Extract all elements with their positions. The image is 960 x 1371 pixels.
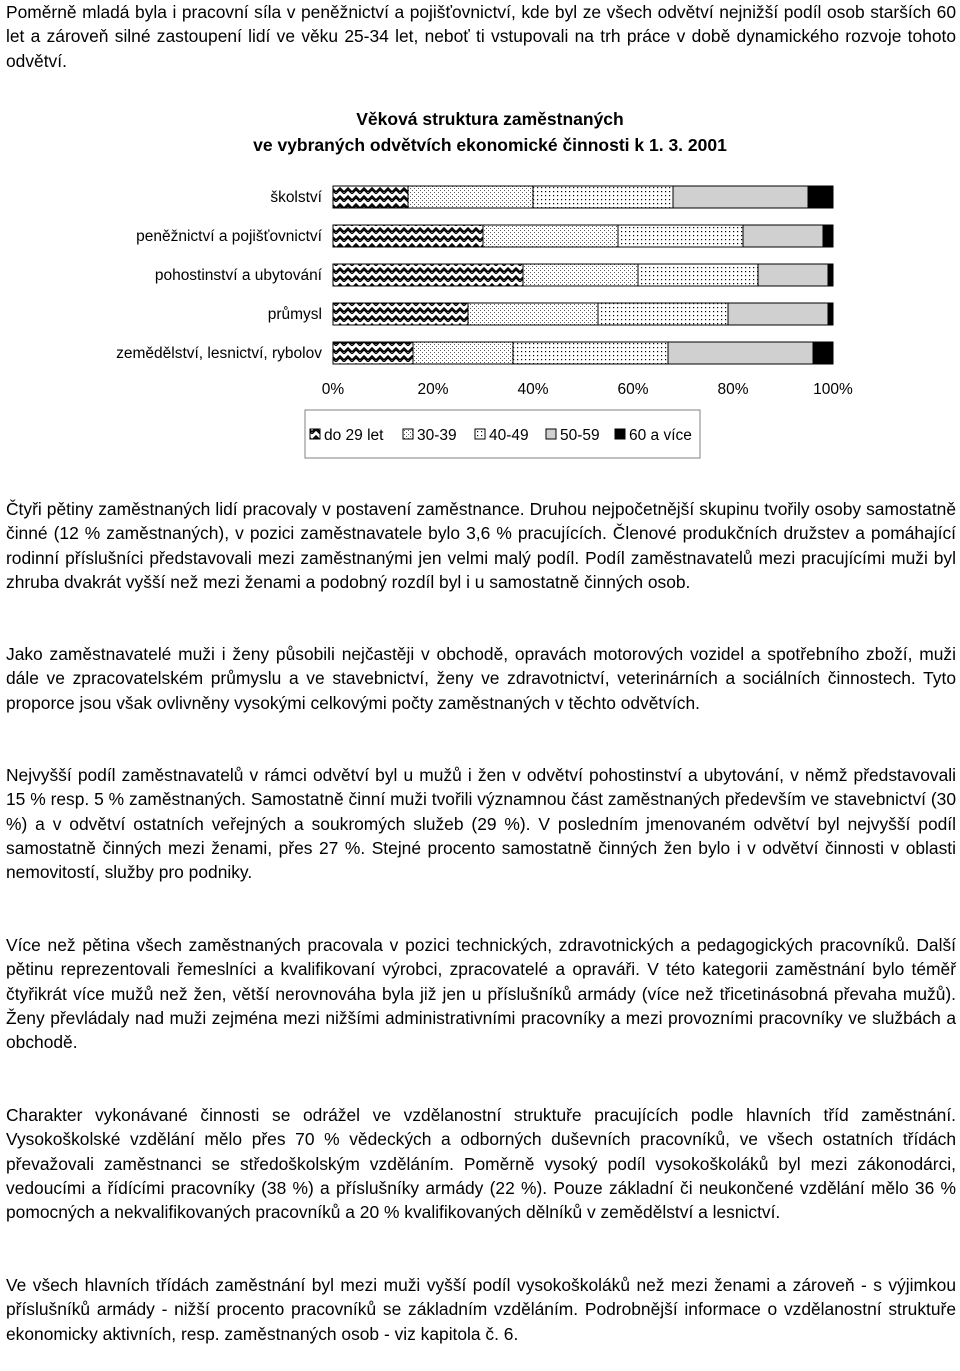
bar-pohostinstvi-a-ubytovani-40-49 [638, 264, 758, 286]
bar-pohostinstvi-a-ubytovani-50-59 [758, 264, 828, 286]
bar-skolstvi-50-59 [673, 186, 808, 208]
bar-peneznictvi-a-pojistovnictvi-30-39 [483, 225, 618, 247]
x-tick-label: 0% [321, 381, 345, 398]
bar-zemedelstvi-lesnictvi-rybolov-50-59 [668, 342, 813, 364]
x-tick-label: 40% [517, 381, 549, 398]
paragraph-4: Více než pětina všech zaměstnaných pracovala v pozici technických, zdravotnických a pedagogických pracovníků. Další pětinu reprezentovali řemeslníci a kvalifikovaní výrobci, zpracovatelé a opraváři. V této kategorii zaměstnání bylo téměř čtyřikrát více mužů než žen, větší nerovnováha byla již jen u příslušníků armády (více než třicetinásobná převaha mužů). Ženy převládaly nad muži zejména mezi nižšími administrativními pracovníky a mezi provozními pracovníky ve službách a obchodě. [6, 935, 956, 1053]
bar-peneznictvi-a-pojistovnictvi-do-29-let [333, 225, 483, 247]
bar-zemedelstvi-lesnictvi-rybolov-do-29-let [333, 342, 413, 364]
bar-skolstvi-do-29-let [333, 186, 408, 208]
paragraph-1: Čtyři pětiny zaměstnaných lidí pracovaly v postavení zaměstnance. Druhou nejpočetnější skupinu tvořily osoby samostatně činné (12 % zaměstnaných), v pozici zaměstnavatele bylo 3,6 % pracujících. Členové produkčních družstev a pomáhající rodinní příslušníci představovali mezi zaměstnanými jen velmi malý podíl. Podíl zaměstnavatelů mezi pracujícími muži byl zhruba dvakrát vyšší než mezi ženami a podobný rozdíl byl i u samostatně činných osob. [6, 499, 956, 592]
x-tick-label: 100% [813, 381, 853, 398]
x-tick-label: 80% [717, 381, 749, 398]
bar-zemedelstvi-lesnictvi-rybolov-60-a-vice [813, 342, 833, 364]
chart-title-line2: ve vybraných odvětvích ekonomické činnosti k 1. 3. 2001 [253, 135, 727, 155]
legend-swatch-60-a-vice [615, 429, 625, 439]
paragraph-5: Charakter vykonávané činnosti se odrážel ve vzdělanostní struktuře pracujících podle hlavních tříd zaměstnání. Vysokoškolské vzdělání mělo přes 70 % vědeckých a odborných duševních pracovníků, ve všech ostatních třídách převažovali zaměstnanci se středoškolským vzděláním. Poměrně vysoký podíl vysokoškoláků byl mezi zákonodárci, vedoucími a řídícími pracovníky (38 %) a příslušníky armády (22 %). Pouze základní či neukončené vzdělání mělo 36 % pomocných a nekvalifikovaných pracovníků a 20 % kvalifikovaných dělníků v zemědělství a lesnictví. [6, 1105, 956, 1223]
legend-label-40-49: 40-49 [489, 427, 529, 444]
bar-pohostinstvi-a-ubytovani-do-29-let [333, 264, 523, 286]
paragraph-6: Ve všech hlavních třídách zaměstnání byl mezi muži vyšší podíl vysokoškoláků než mezi ženami a zároveň - s výjimkou příslušníků armády - nižší procento pracovníků se základním vzděláním. Podrobnější informace o vzdělanostní struktuře ekonomicky aktivních, resp. zaměstnaných osob - viz kapitola č. 6. [6, 1275, 956, 1344]
bar-skolstvi-40-49 [533, 186, 673, 208]
bar-zemedelstvi-lesnictvi-rybolov-30-39 [413, 342, 513, 364]
paragraph-2: Jako zaměstnavatelé muži i ženy působili nejčastěji v obchodě, opravách motorových vozidel a spotřebního zboží, muži dále ve zpracovatelském průmyslu a ve stavebnictví, ženy ve zdravotnictví, veterinárních a sociálních činnostech. Tyto proporce jsou však ovlivněny vysokými celkovými počty zaměstnaných v těchto odvětvích. [6, 644, 956, 713]
bar-peneznictvi-a-pojistovnictvi-60-a-vice [823, 225, 833, 247]
bar-peneznictvi-a-pojistovnictvi-50-59 [743, 225, 823, 247]
category-label-pohostinstvi-a-ubytovani: pohostinství a ubytování [154, 267, 322, 284]
legend-label-60-a-vice: 60 a více [629, 427, 692, 444]
category-label-peneznictvi-a-pojistovnictvi: peněžnictví a pojišťovnictví [136, 228, 322, 245]
chart-title-line1: Věková struktura zaměstnaných [356, 109, 624, 129]
legend-swatch-50-59 [546, 429, 556, 439]
legend-label-30-39: 30-39 [417, 427, 457, 444]
intro-paragraph: Poměrně mladá byla i pracovní síla v peněžnictví a pojišťovnictví, kde byl ze všech odvětví nejnižší podíl osob starších 60 let a zároveň silné zastoupení lidí ve věku 25-34 let, neboť ti vstupovali na trh práce v době dynamického rozvoje tohoto odvětví. [6, 2, 956, 71]
bar-skolstvi-30-39 [408, 186, 533, 208]
bar-prumysl-50-59 [728, 303, 828, 325]
legend-label-50-59: 50-59 [560, 427, 600, 444]
category-label-prumysl: průmysl [267, 306, 322, 323]
bar-pohostinstvi-a-ubytovani-60-a-vice [828, 264, 833, 286]
bar-prumysl-40-49 [598, 303, 728, 325]
bar-prumysl-do-29-let [333, 303, 468, 325]
category-label-skolstvi: školství [270, 189, 322, 206]
bar-chart [0, 170, 960, 470]
x-tick-label: 20% [417, 381, 449, 398]
bar-prumysl-30-39 [468, 303, 598, 325]
legend-label-do-29-let: do 29 let [324, 427, 384, 444]
legend-swatch-do-29-let [310, 429, 320, 439]
legend-swatch-40-49 [475, 429, 485, 439]
bar-skolstvi-60-a-vice [808, 186, 833, 208]
category-label-zemedelstvi-lesnictvi-rybolov: zemědělství, lesnictví, rybolov [116, 345, 322, 362]
bar-peneznictvi-a-pojistovnictvi-40-49 [618, 225, 743, 247]
x-tick-label: 60% [617, 381, 649, 398]
legend-swatch-30-39 [403, 429, 413, 439]
bar-zemedelstvi-lesnictvi-rybolov-40-49 [513, 342, 668, 364]
paragraph-3: Nejvyšší podíl zaměstnavatelů v rámci odvětví byl u mužů i žen v odvětví pohostinství a ubytování, v němž představovali 15 % resp. 5 % zaměstnaných. Samostatně činní muži tvořili významnou část zaměstnaných především ve stavebnictví (30 %) a v odvětví ostatních veřejných a soukromých služeb (29 %). V posledním jmenovaném odvětví byl nejvyšší podíl samostatně činných mezi ženami, přes 27 %. Stejné procento samostatně činných žen bylo i v odvětví činnosti v oblasti nemovitostí, služby pro podniky. [6, 765, 956, 883]
bar-pohostinstvi-a-ubytovani-30-39 [523, 264, 638, 286]
bar-prumysl-60-a-vice [828, 303, 833, 325]
